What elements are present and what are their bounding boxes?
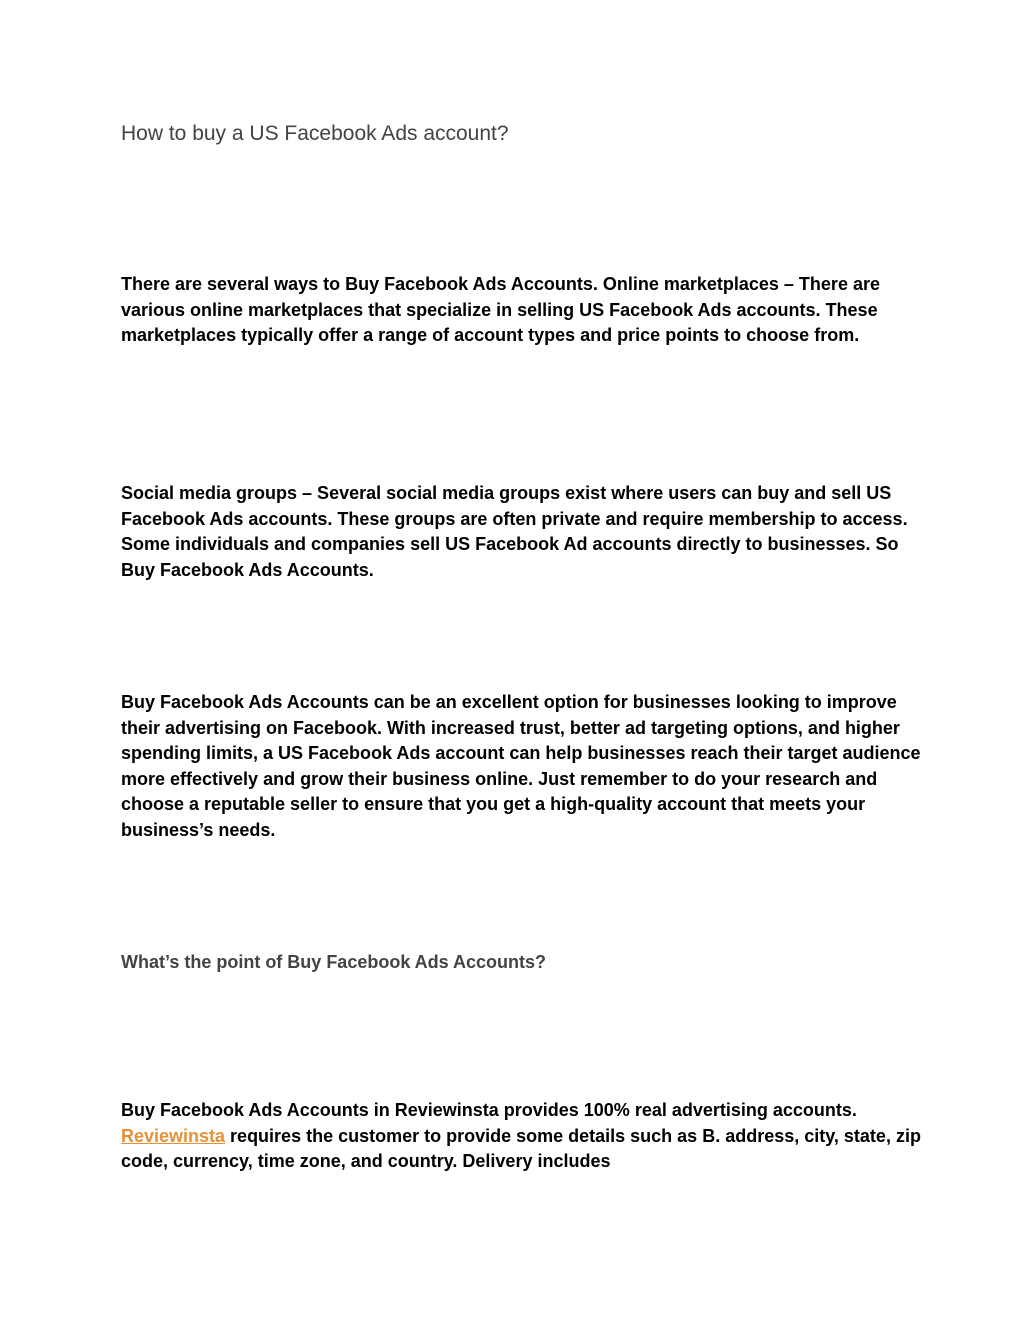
paragraph-text-before-link: Buy Facebook Ads Accounts in Reviewinsta provides 100% real advertising accounts. (121, 1100, 857, 1120)
paragraph-reviewinsta (121, 1098, 921, 1175)
paragraph-benefits: Buy Facebook Ads Accounts can be an excellent option for businesses looking to improve their advertising on Facebook. With increased trust, better ad targeting options, and higher spending limits, a US Facebook Ads account can help businesses reach their target audience more effectively and grow their business online. Just remember to do your research and choose a reputable seller to ensure that you get a high-quality account that meets your business’s needs. (121, 692, 921, 840)
paragraph-text-after-link: requires the customer to provide some details such as B. address, city, state, zip code, currency, time zone, and country. Delivery includes (121, 1125, 921, 1171)
paragraph-ways-to-buy: There are several ways to Buy Facebook Ads Accounts. Online marketplaces – There are various online marketplaces that specialize in selling US Facebook Ads accounts. These marketplaces typically offer a range of account types and price points to choose from. (121, 274, 880, 345)
paragraph-social-media-groups: Social media groups – Several social media groups exist where users can buy and sell US Facebook Ads accounts. These groups are often private and require membership to access. Some individuals and companies sell US Facebook Ad accounts directly to businesses. So Buy Facebook Ads Accounts. (121, 483, 908, 580)
reviewinsta-link[interactable]: Reviewinsta (121, 1125, 226, 1146)
page-title: How to buy a US Facebook Ads account? (121, 122, 509, 145)
section-subheading: What’s the point of Buy Facebook Ads Accounts? (121, 952, 547, 972)
